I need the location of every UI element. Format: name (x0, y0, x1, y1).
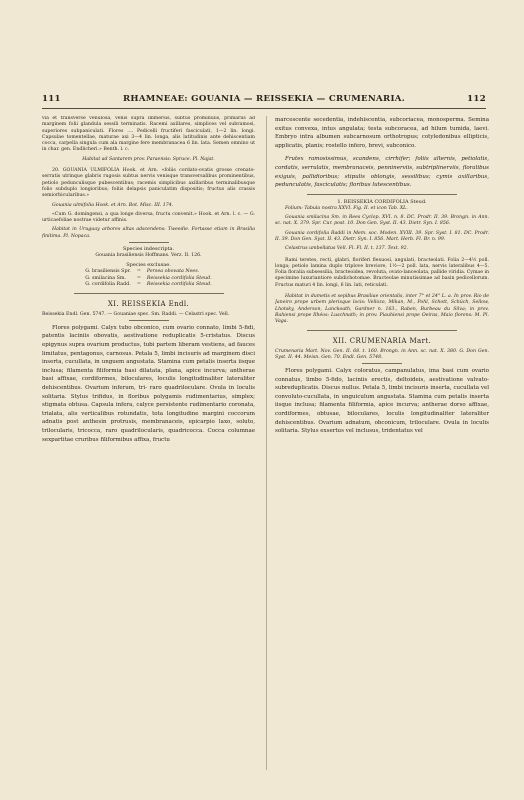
section-divider (129, 242, 169, 243)
excluded-synonym: Reissekia cordifolia Steud. (146, 282, 212, 288)
excluded-name: G. smilacina Sm. (85, 275, 126, 281)
equals-sign: = (136, 275, 141, 281)
subheading-indescripta: Species indescripta. (122, 246, 175, 253)
excluded-name: G. brasiliensis Spr. (85, 269, 131, 275)
right-column (275, 116, 489, 770)
table-row (83, 282, 214, 288)
section-divider (74, 293, 224, 294)
running-header (42, 94, 486, 108)
equals-sign: = (136, 282, 141, 288)
genus-heading-crumenaria: XII. CRUMENARIA Mart. (332, 336, 432, 345)
section-divider (129, 320, 169, 321)
excluded-synonym: Reissekia cordifolia Steud. (146, 275, 212, 281)
habitat-note: Habitat in Uruguay arbores altas adscendens: Tweedie. Fortasse etiam in Brasilia finitima. Pl. Nopaca. (42, 227, 255, 239)
right-page-number: 112 (467, 94, 486, 104)
section-divider (307, 194, 457, 195)
species-heading-cordifolia: 1. REISSEKIA CORDIFOLIA Steud. (337, 198, 427, 205)
habitat-note: Habitat ad Santarem prov. Paraensis: Spruce. Pl. Najat. (82, 156, 215, 162)
running-title: RHAMNEAE: GOUANIA — REISSEKIA — CRUMENARIA. (122, 94, 406, 104)
genus-description: Flores polygami. Calyx tubo obconico, cum ovario connato, limbi 5-fidi, patentis laciniis obovatis, aestivatione reduplicatis 5-cristatus. Discus epigynus supra ovarium productus, tubi partem liberam vestiens, ad fauces limitatus, pentagonus, carnosus. Petala 5, limbi incisuris ad marginem disci inserta, cucullata, in unguem angustata. Stamina cum petalis inserta iisque inclusa; filamenta filiformia basi dilatata, plana, apice incurva; antherae basi affixae, cordiformes, biloculares, loculis longitudinaliter lateraliter dehiscentibus. Ovarium inferum, tri- raro quadriloculare. Ovula in loculis solitaria. Stylus trifidus, in floribus polygamis rudimentarius, simplex; stigmata obtusa. Capsula infera, calyce persistente rudimentario coronata, trialata, alis verticalibus rotundatis, tota longitudine margini coccorum adnatis post anthesin protrusis, membranaceis, epicarpio laxo, soluto, trilocularis, tricocca, raro quadrilocularis, quadricocca. Cocca columnae sexpartitae cruribus filiformibus affixa, fructu (42, 324, 255, 443)
species-entry-ulmifolia: 20. GOUANIA ULMIFOLIA Hook. et Arn. «foliis cordato-ovatis grosse crenato-serratis utrinque glabris rugosis subtus nervis venisque transversalibus prominentibus, petiolo pedunculisque pubescentibus; racemis simplicibus axillaribus terminalibusque folio subduplo longioribus; foliis delapsis paniculatim dispositis; fructus alis crassis semiorbicularibus.» (42, 168, 255, 199)
habit-description: Frutex ramosissimus, scandens, cirrhifer; foliis alternis, petiolatis, cordatis, serrulatis, membranaceis, penninerviis, subtriplinerviis, floralibus exiguis, pallidioribus; stipulis oblongis, sessilibus; cymis axillaribus, pedunculatis, fasciculatis; floribus lutescentibus. (275, 156, 489, 189)
species-description: Rami teretes, recti, glabri, floriferi flexuosi, angulati, bracteolati. Folia 2—4½ poll. longa; petiolo lamina duplo triplove breviore, 1½—2 poll. lata, nervis lateralibus 4—5. Folia floralia subsessilia, bracteoidea, revoluta, ovato-lanceolata, pallide viridia. Cymae in specimine luxuriantiore subdichotomae. Bracteolae minutissimae ad basin pedicellorum. Fructus maturi 4 lin. longi, 6 lin. lati, reticulati. (275, 257, 489, 288)
genus-description: Flores polygami. Calyx coloratus, campanulatus, ima basi cum ovario connatus, limbo 5-fido, laciniis erectis, deltoideis, aestivatione valvato-subreduplicatis. Discus nullus. Petala 5, limbi incisuris inserta, cucullata vel convoluto-cucullata, in unguiculum angustata. Stamina cum petalis inserta iisque inclusa; filamenta filiformia, apice incurva; antherae dorso affixae, cordiformes, obtusae, biloculares, loculis longitudinaliter lateraliter dehiscentibus. Ovarium adnatum, obconicum, triloculare. Ovula in loculis solitaria. Stylus exsertus vel inclusus, tridentatus vel (275, 368, 489, 435)
equals-sign: = (136, 269, 141, 275)
indescripta-entry: Gouania brasiliensis Hoffmans. Verz. II. 126. (95, 253, 202, 259)
excluded-name: G. cordifolia Radd. (85, 282, 131, 288)
left-page-number: 111 (42, 94, 61, 104)
figure-reference: Folium: Tabula nostra XXVI. Fig. II. et icon Tab. XL. (285, 205, 408, 211)
excluded-species-table (83, 269, 214, 288)
genus-citation: Crumenaria Mart. Nov. Gen. II. 68. t. 160. Brongn. in Ann. sc. nat. X. 380. G. Don Gen. Syst. II. 44. Meisn. Gen. 70. Endl. Gen. 5748. (275, 348, 489, 360)
synonym-citation: Gouania smilacina Sm. in Rees Cyclop. XVI. n. 8. DC. Prodr. II. 39. Brongn. in Ann. sc. nat. X. 379. Spr. Cur. post. 10. Don Gen. Syst. II. 43. Dietr. Syn. I. 856. (275, 215, 489, 227)
synonym-citation: Gouania cordifolia Raddi in Mem. soc. Moden. XVIII. 39. Spr. Syst. I. 81. DC. Prodr. II. 39. Don Gen. Syst. II. 43. Dietr. Syn. I. 856. Mart. Herb. Fl. Br. n. 99. (275, 230, 489, 242)
subheading-exclusae: Species exclusae. (126, 262, 171, 269)
genus-citation: Reissekia Endl. Gen. 5747. — Gouaniae spec. Sm. Raddi. — Celastri spec. Vell. (42, 311, 230, 317)
left-column (42, 116, 255, 770)
section-divider (307, 330, 457, 331)
species-remark: «Cum G. domingensi, a qua longe diversa, fructu convenit.» Hook. et Arn. l. c. — G. urticaefoliae nostrae videtur affinis. (42, 211, 255, 224)
species-citation: Gouania ulmifolia Hook. et Arn. Bot. Misc. III. 174. (52, 202, 174, 208)
description-continuation: via et transverse venulosa, venis supra immersis, subtus prominulis, primariis ad marginem folii glandula sessili terminatis. Racemi axillares, simplices vel subramosi, superiores subpaniculati. Flores .... Pedicelli fructiferi fasciculati, 1—2 lin. longi. Capsulae tomentellae, maturae axi 3—4 lin. longa, alis latitudinis ante dehiscentiam cocca, carpella singula cum ala margine fere membranacea 6 lin. lata. Semen omnino ut in char. gen. Endlicheri.» Benth. l. c. (42, 116, 255, 153)
genus-description-continuation: marcescente secedentia, indehiscentia, subcoriacea, monosperma. Semina exitus convexa, intus angulata; testa subcoracea, ad hilum tumida, laevi. Embryo intra albumen subcarnosum orthotropus; cotyledonibus ellipticis, applicatis, planis; rostello infero, brevi, subconico. (275, 117, 489, 149)
genus-heading-reissekia: XI. REISSEKIA Endl. (107, 299, 190, 308)
header-rule (42, 108, 486, 109)
column-divider (266, 116, 267, 770)
section-divider (362, 363, 402, 364)
habitat-note: Habitat in dumetis et sepibus Brasiliae orientalis, inter 7° et 24° L. a. In prov. Rio de Janeiro prope urbem plerisque locis: Vellozo, Mikan, M., Pohl, Schott, Schüch, Sellow, Lhotsky, Anderson, Lanckoath, Gardner n. 163., Raben, Burbeau du Silva; in prov. Bahiensi prope Ilhéos: Luschnath; in prov. Piauhiensi prope Oeiras, Maio florens: M. Pl. Vaga. (275, 294, 489, 325)
synonym-citation: Celastrus umbellatus Vell. Fl. Fl. II. t. 137. Text. 92. (285, 246, 409, 252)
excluded-synonym: Persea obovata Nees. (146, 269, 200, 275)
table-row (83, 269, 214, 275)
